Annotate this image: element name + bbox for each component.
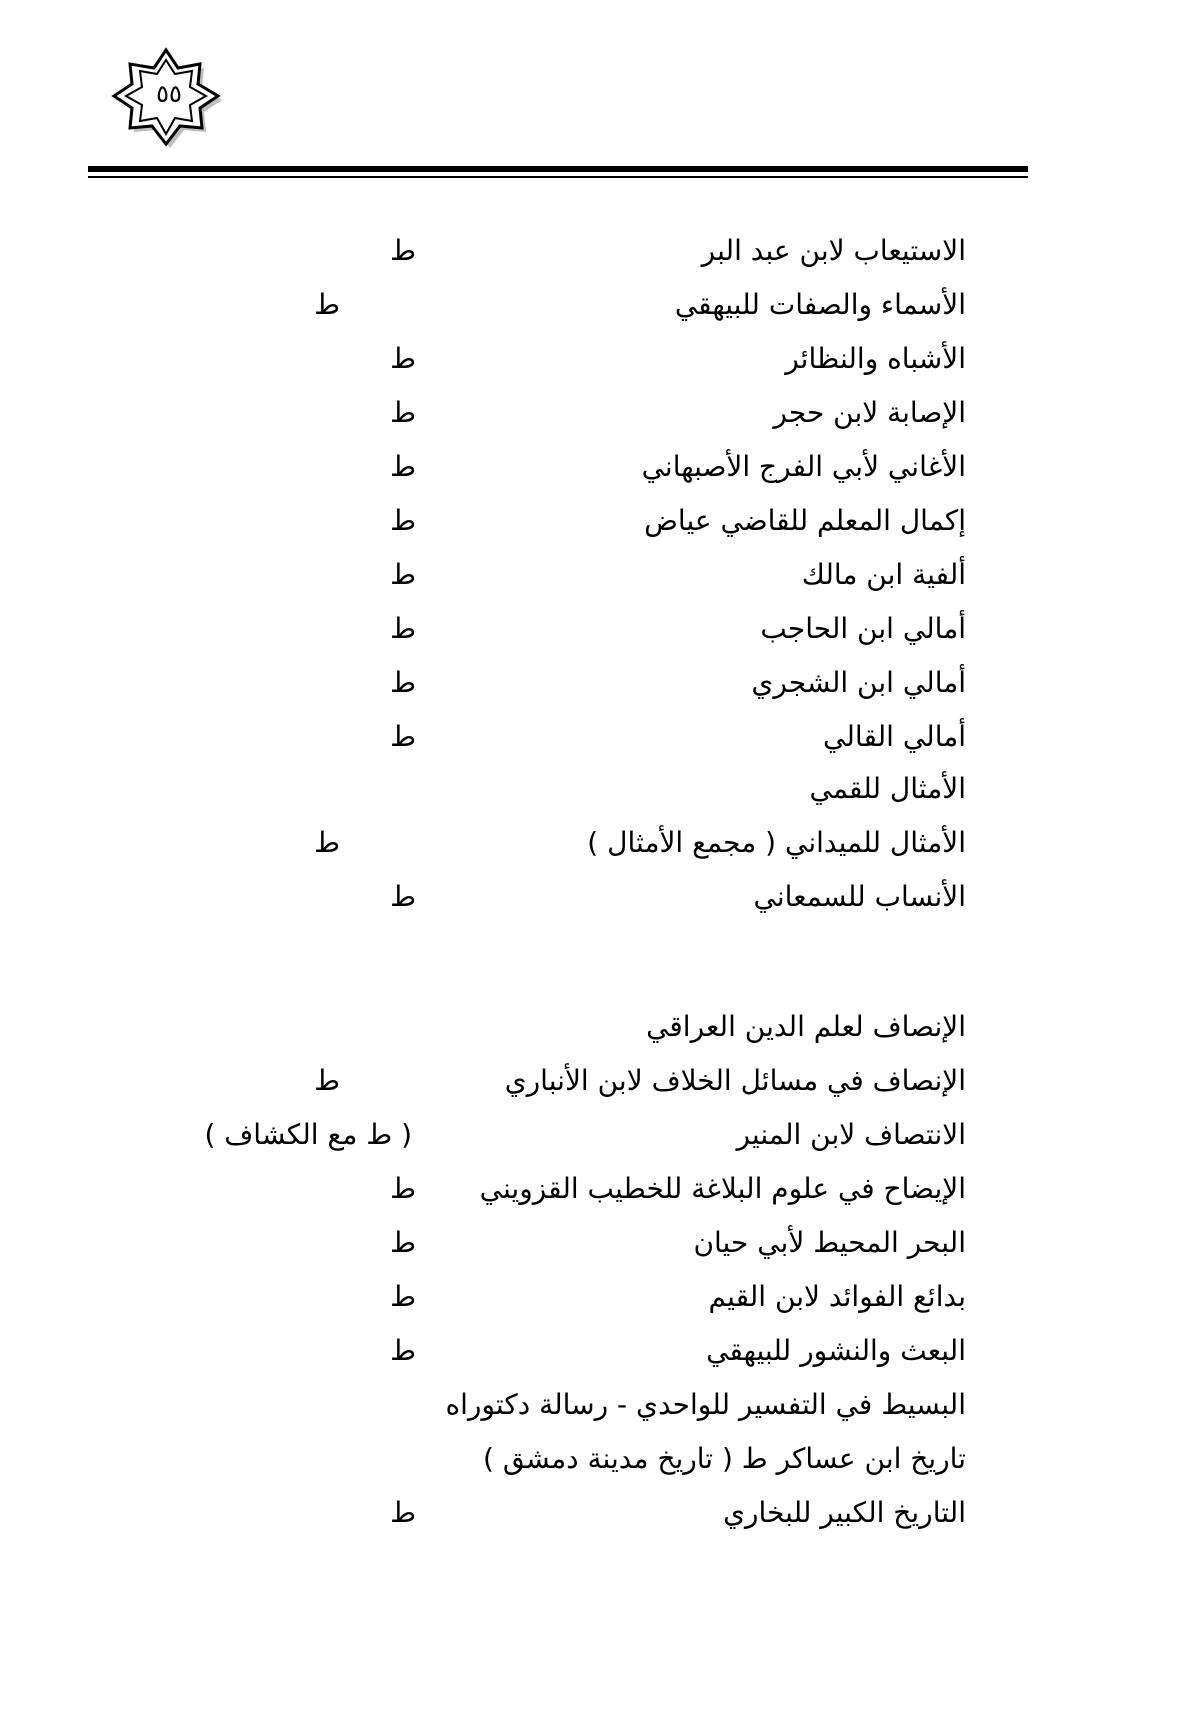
entry-title: البحر المحيط لأبي حيان xyxy=(693,1226,966,1259)
bibliography-entry xyxy=(0,1216,1204,1270)
bibliography-entry xyxy=(0,1378,1204,1432)
entry-print-status: ط xyxy=(390,1280,416,1313)
entry-title: الأمثال للقمي xyxy=(809,772,966,805)
bibliography-entry xyxy=(0,494,1204,548)
entry-title: الإصابة لابن حجر xyxy=(773,396,966,429)
entry-title: إكمال المعلم للقاضي عياض xyxy=(644,504,966,537)
bibliography-entry xyxy=(0,1108,1204,1162)
bibliography-entry xyxy=(0,710,1204,764)
bibliography-entry xyxy=(0,1000,1204,1054)
entry-print-status: ط xyxy=(390,396,416,429)
bibliography-entry xyxy=(0,278,1204,332)
entry-print-status: ط xyxy=(390,1496,416,1529)
entry-title: الأسماء والصفات للبيهقي xyxy=(674,288,966,321)
entry-print-status: ط xyxy=(390,342,416,375)
bibliography-entry xyxy=(0,548,1204,602)
entry-print-status: ط xyxy=(390,1226,416,1259)
bibliography-entry xyxy=(0,1432,1204,1486)
bibliography-entry xyxy=(0,386,1204,440)
entry-title: الإيضاح في علوم البلاغة للخطيب القزويني xyxy=(479,1172,966,1205)
entry-title: الإنصاف لعلم الدين العراقي xyxy=(646,1010,966,1043)
entry-print-status: ط xyxy=(390,234,416,267)
entry-title: الأنساب للسمعاني xyxy=(753,880,966,913)
bibliography-entry xyxy=(0,762,1204,816)
entry-print-status: ط xyxy=(390,880,416,913)
entry-print-status: ط xyxy=(390,612,416,645)
entry-title: أمالي ابن الشجري xyxy=(751,666,966,699)
entry-title: التاريخ الكبير للبخاري xyxy=(723,1496,966,1529)
bibliography-entry xyxy=(0,602,1204,656)
entry-title: أمالي القالي xyxy=(823,720,966,753)
bibliography-entry xyxy=(0,1486,1204,1540)
bibliography-entry xyxy=(0,1270,1204,1324)
entry-print-status: ط xyxy=(314,826,340,859)
bibliography-entry xyxy=(0,332,1204,386)
entry-print-status: ط xyxy=(390,1172,416,1205)
entry-print-status: ط xyxy=(314,1064,340,1097)
bibliography-entry xyxy=(0,1162,1204,1216)
bibliography-entry xyxy=(0,224,1204,278)
entry-title: الانتصاف لابن المنير xyxy=(736,1118,966,1151)
entry-print-status: ( ط مع الكشاف ) xyxy=(204,1118,412,1151)
entry-title: الاستيعاب لابن عبد البر xyxy=(701,234,966,267)
entry-title: الأشباه والنظائر xyxy=(785,342,966,375)
entry-title: البعث والنشور للبيهقي xyxy=(706,1334,966,1367)
bibliography-entry xyxy=(0,870,1204,924)
entry-print-status: ط xyxy=(390,1334,416,1367)
entry-print-status: ط xyxy=(390,558,416,591)
entry-print-status: ط xyxy=(390,504,416,537)
bibliography-entry xyxy=(0,656,1204,710)
entry-title: ألفية ابن مالك xyxy=(801,558,966,591)
bibliography-entry xyxy=(0,1054,1204,1108)
entry-title: الأغاني لأبي الفرج الأصبهاني xyxy=(641,450,966,483)
bibliography-entry xyxy=(0,1324,1204,1378)
page-number: ٥٥ xyxy=(156,80,182,108)
entry-title: الأمثال للميداني ( مجمع الأمثال ) xyxy=(587,826,966,859)
entry-print-status: ط xyxy=(390,666,416,699)
entry-title: البسيط في التفسير للواحدي - رسالة دكتوراه xyxy=(445,1388,966,1421)
entry-print-status: ط xyxy=(390,720,416,753)
entry-print-status: ط xyxy=(390,450,416,483)
entry-title: أمالي ابن الحاجب xyxy=(760,612,966,645)
entry-title: تاريخ ابن عساكر ط ( تاريخ مدينة دمشق ) xyxy=(483,1442,966,1475)
bibliography-entry xyxy=(0,816,1204,870)
entry-print-status: ط xyxy=(314,288,340,321)
bibliography-entry xyxy=(0,440,1204,494)
entry-title: الإنصاف في مسائل الخلاف لابن الأنباري xyxy=(504,1064,966,1097)
entry-title: بدائع الفوائد لابن القيم xyxy=(708,1280,966,1313)
